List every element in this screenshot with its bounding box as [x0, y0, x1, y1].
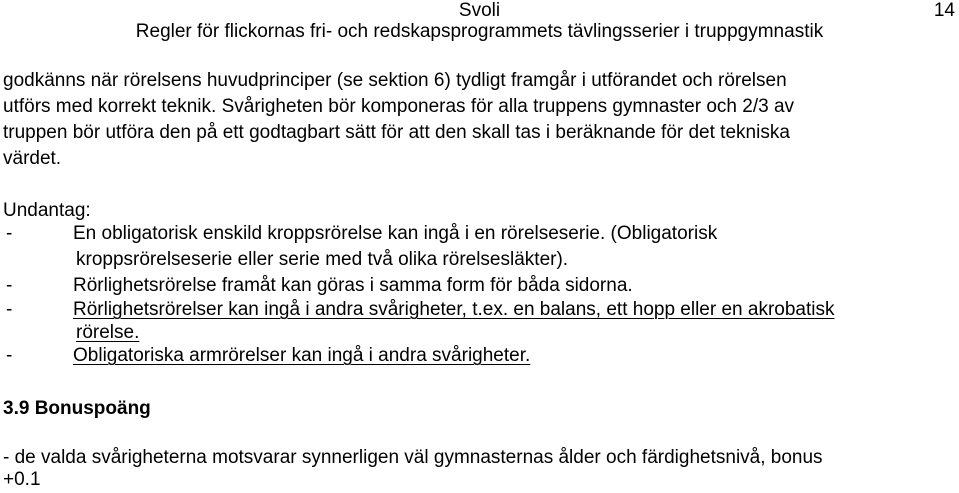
- list-item: [3, 273, 633, 299]
- list-dash: -: [6, 299, 13, 320]
- paragraph-line: truppen bör utföra den på ett godtagbart sätt för att den skall tas i beräknande för det tekniska: [3, 122, 790, 143]
- list-dash: -: [6, 223, 13, 244]
- list-item-text: Obligatoriska armrörelser kan ingå i andra svårigheter.: [73, 345, 531, 366]
- paragraph-line: godkänns när rörelsens huvudprinciper (se sektion 6) tydligt framgår i utförandet och rörelsen: [3, 70, 787, 91]
- paragraph-line: utförs med korrekt teknik. Svårigheten bör komponeras för alla truppens gymnaster och 2/3 av: [3, 96, 795, 117]
- paragraph-line: värdet.: [3, 148, 62, 169]
- page-number: 14: [933, 0, 955, 21]
- list-item-continuation: rörelse.: [76, 322, 140, 343]
- list-item-text: Rörlighetsrörelse framåt kan göras i samma form för båda sidorna.: [73, 275, 633, 296]
- page-header: [0, 0, 959, 48]
- list-item: [3, 221, 717, 247]
- list-dash: -: [6, 345, 13, 366]
- exceptions-heading: Undantag:: [3, 200, 91, 221]
- list-item-text: Rörlighetsrörelser kan ingå i andra svårigheter, t.ex. en balans, ett hopp eller en akrobatisk: [73, 299, 835, 320]
- document-subtitle: Regler för flickornas fri- och redskapsprogrammets tävlingsserier i truppgymnastik: [135, 21, 824, 42]
- list-item-text: En obligatorisk enskild kroppsrörelse kan ingå i en rörelseserie. (Obligatorisk: [73, 223, 718, 244]
- list-item: [3, 343, 530, 369]
- section-heading: 3.9 Bonuspoäng: [3, 398, 151, 419]
- section-line: +0.1: [3, 469, 41, 490]
- list-item-continuation: kroppsrörelseserie eller serie med två olika rörelsesläkter).: [76, 249, 569, 270]
- section-line: - de valda svårigheterna motsvarar synnerligen väl gymnasternas ålder och färdighetsnivå, bonus: [3, 447, 823, 468]
- list-dash: -: [6, 275, 13, 296]
- document-title: Svoli: [458, 0, 501, 21]
